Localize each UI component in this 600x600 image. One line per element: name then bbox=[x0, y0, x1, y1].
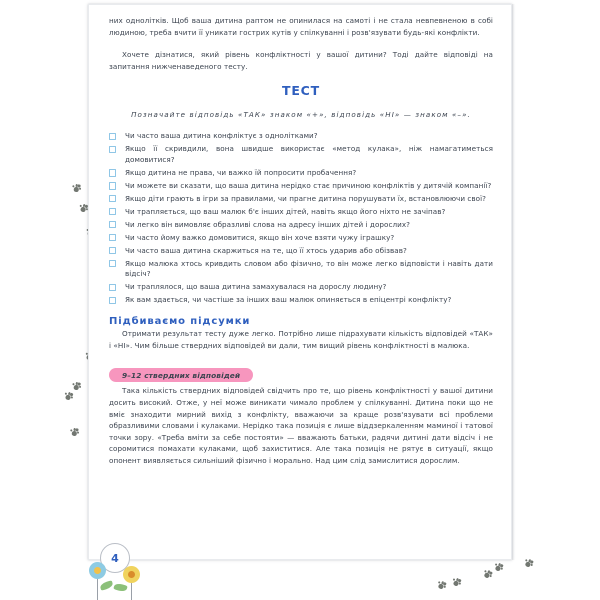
summary-paragraph: Отримати результат тесту дуже легко. Потрібно лише підрахувати кількість відповідей «ТАК» і «НІ». Чим більше ствердних відповідей ви дали, тим вищий рівень конфліктності в малюка. bbox=[109, 329, 493, 350]
checkbox-icon[interactable] bbox=[109, 169, 116, 176]
list-item[interactable] bbox=[109, 259, 493, 280]
list-item[interactable] bbox=[109, 233, 493, 244]
question-text: Чи часто ваша дитина скаржиться на те, що її хтось ударив або обізвав? bbox=[125, 245, 407, 255]
question-text: Чи трапляється, що ваш малюк б'є інших дітей, навіть якщо його ніхто не зачіпав? bbox=[125, 206, 446, 216]
list-item[interactable] bbox=[109, 220, 493, 231]
page-title: ТЕСТ bbox=[282, 83, 320, 99]
test-question-list bbox=[109, 131, 493, 306]
page-edge-shadow bbox=[512, 4, 515, 560]
paw-print-icon bbox=[69, 427, 79, 437]
checkbox-icon[interactable] bbox=[109, 146, 116, 153]
summary-heading: Підбиваємо підсумки bbox=[109, 316, 251, 328]
status-badge: 9–12 ствердних відповідей bbox=[109, 368, 253, 382]
list-item[interactable] bbox=[109, 207, 493, 218]
list-item[interactable] bbox=[109, 181, 493, 192]
question-text: Чи легко він вимовляє образливі слова на адресу інших дітей і дорослих? bbox=[125, 219, 410, 229]
list-item[interactable] bbox=[109, 194, 493, 205]
intro-paragraph-continued: них однолітків. Щоб ваша дитина раптом не опинилася на самоті і не стала невпевненою в собі людиною, треба вчити її уникати гострих кутів у спілкуванні і розв'язувати будь-які конфлікти. bbox=[109, 16, 493, 37]
flower-icon bbox=[88, 562, 118, 600]
result-paragraph: Така кількість ствердних відповідей свідчить про те, що рівень конфліктності у вашої дитини досить високий. Отже, у неї може виникати чимало проблем у спілкуванні. Дитина поки що не вміє знаходити мирний вихід з конфлікту, вважаючи за краще розв'язувати всі проблеми образливими словами і кулаками. Нерідко така позиція є лише віддзеркаленням маминої і татової точки зору. «Треба вміти за себе постояти» — вважають батьки, радячи дитині дати відсіч і не соромитися помахати кулаками, щоб захиститися. Але така позиція не рятує в ситуації, якщо опонент виявляється сильніший фізично і морально. Над цим слід замислитися дорослим. bbox=[109, 386, 493, 465]
result-badge-wrap bbox=[109, 363, 493, 383]
page-number-label: 4 bbox=[111, 551, 119, 565]
list-item[interactable] bbox=[109, 131, 493, 142]
question-text: Якщо малюка хтось кривдить словом або фізично, то він може легко відповісти і навіть дати відсіч? bbox=[125, 258, 493, 279]
book-page bbox=[88, 4, 512, 560]
checkbox-icon[interactable] bbox=[109, 284, 116, 291]
checkbox-icon[interactable] bbox=[109, 208, 116, 215]
checkbox-icon[interactable] bbox=[109, 133, 116, 140]
question-text: Чи можете ви сказати, що ваша дитина нерідко стає причиною конфліктів у дитячій компанії? bbox=[125, 180, 492, 190]
checkbox-icon[interactable] bbox=[109, 195, 116, 202]
question-text: Якщо її скривдили, вона швидше використає «метод кулака», ніж намагатиметься домовитися? bbox=[125, 144, 493, 164]
checkbox-icon[interactable] bbox=[109, 182, 116, 189]
question-text: Як вам здається, чи частіше за інших ваш малюк опиняється в епіцентрі конфлікту? bbox=[125, 295, 452, 305]
list-item[interactable] bbox=[109, 295, 493, 306]
list-item[interactable] bbox=[109, 168, 493, 179]
question-text: Чи часто ваша дитина конфліктує з однолітками? bbox=[125, 131, 318, 141]
page-content bbox=[109, 15, 493, 549]
question-text: Якщо дитина не права, чи важко їй попросити пробачення? bbox=[125, 167, 357, 177]
paw-print-icon bbox=[71, 183, 82, 194]
list-item[interactable] bbox=[109, 144, 493, 165]
test-instruction: Позначайте відповідь «ТАК» знаком «+», відповідь «НІ» — знаком «–». bbox=[131, 110, 471, 120]
intro-paragraph-invite: Хочете дізнатися, який рівень конфліктності у вашої дитини? Тоді дайте відповіді на запитання нижченаведеного тесту. bbox=[109, 50, 493, 71]
question-text: Якщо діти грають в ігри за правилами, чи прагне дитина порушувати їх, встановлюючи свої? bbox=[125, 193, 487, 203]
checkbox-icon[interactable] bbox=[109, 221, 116, 228]
list-item[interactable] bbox=[109, 282, 493, 293]
list-item[interactable] bbox=[109, 246, 493, 257]
checkbox-icon[interactable] bbox=[109, 234, 116, 241]
checkbox-icon[interactable] bbox=[109, 247, 116, 254]
question-text: Чи траплялося, що ваша дитина замахувалася на дорослу людину? bbox=[125, 282, 387, 292]
flower-icon bbox=[122, 566, 152, 600]
checkbox-icon[interactable] bbox=[109, 297, 116, 304]
checkbox-icon[interactable] bbox=[109, 260, 116, 267]
question-text: Чи часто йому важко домовитися, якщо він хоче взяти чужу іграшку? bbox=[125, 232, 395, 242]
